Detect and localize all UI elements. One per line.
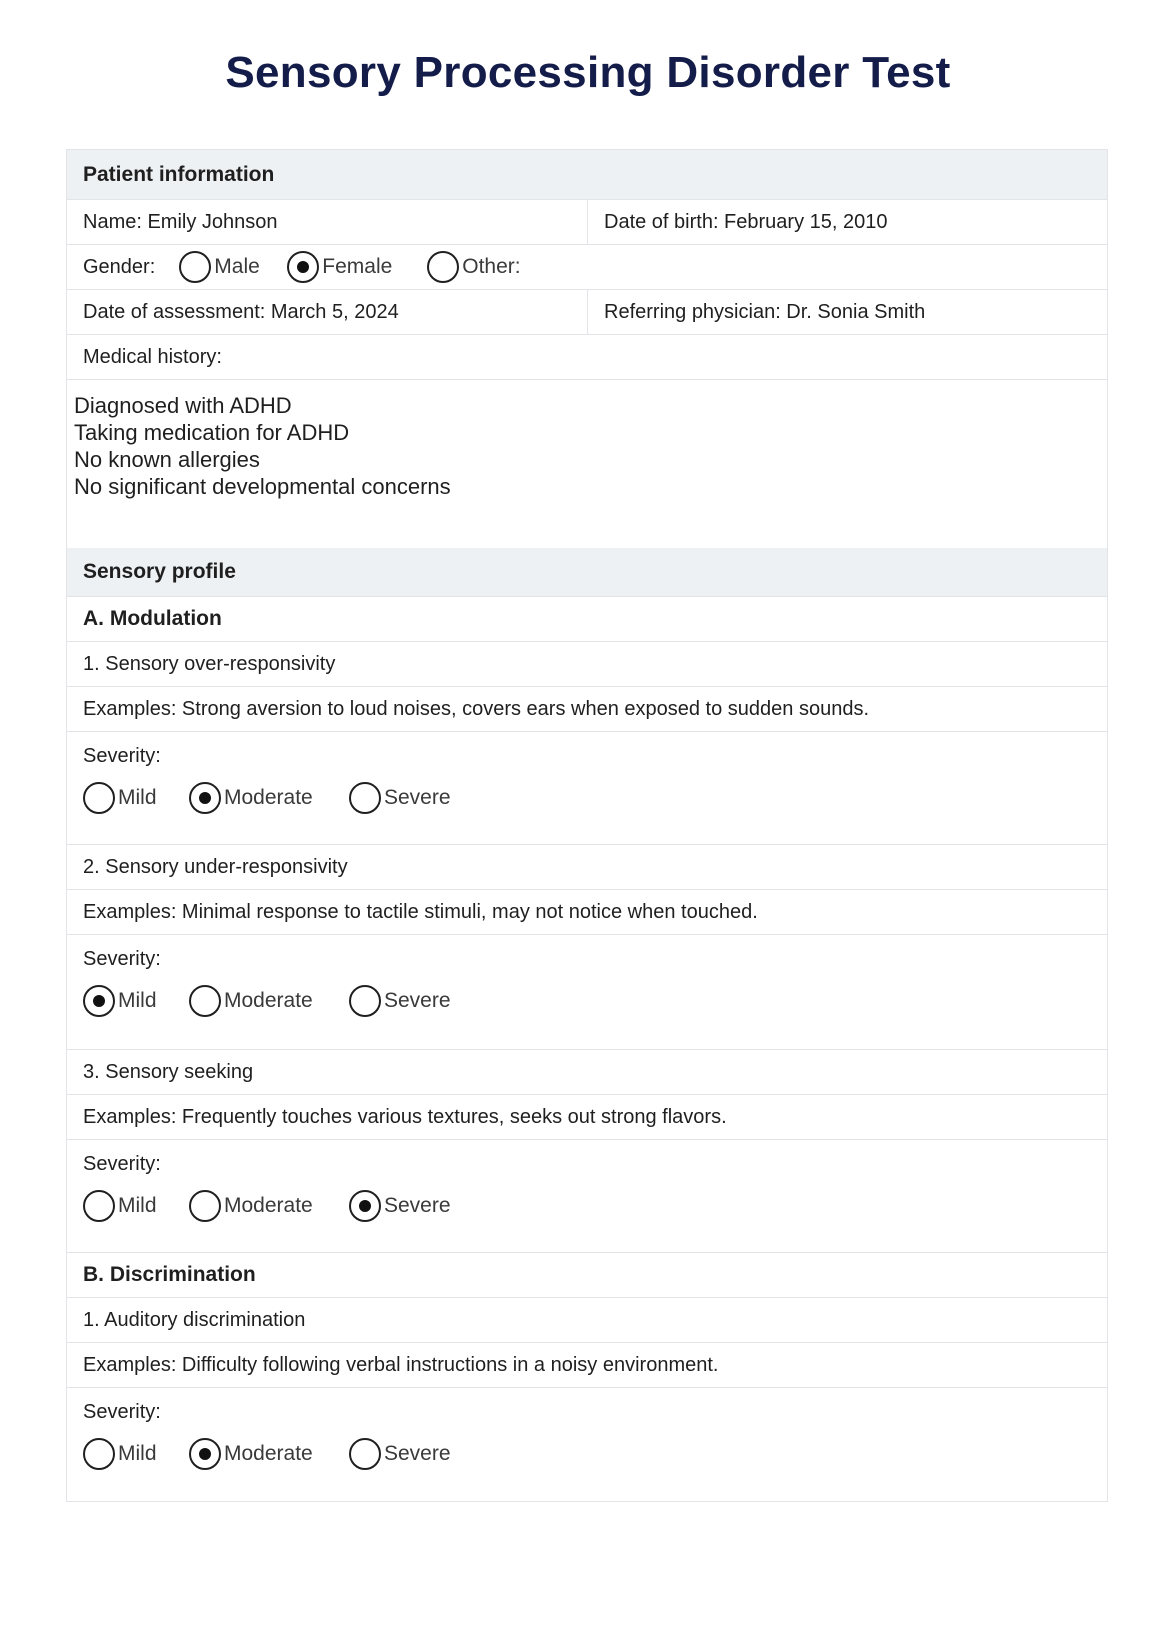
item-examples-row bbox=[67, 687, 1107, 732]
item-title-row bbox=[67, 845, 1107, 890]
severity-option-severe[interactable] bbox=[349, 1190, 451, 1222]
medical-history-line: Taking medication for ADHD bbox=[74, 420, 350, 445]
severity-option-label: Moderate bbox=[224, 1194, 313, 1217]
patient-info-header bbox=[67, 150, 1107, 200]
severity-option-label: Severe bbox=[384, 989, 451, 1012]
radio-checked-icon[interactable] bbox=[287, 251, 319, 283]
radio-checked-icon[interactable] bbox=[349, 1190, 381, 1222]
severity-options bbox=[83, 1438, 1107, 1470]
radio-icon[interactable] bbox=[83, 782, 115, 814]
radio-icon[interactable] bbox=[83, 1190, 115, 1222]
item-examples-row bbox=[67, 1343, 1107, 1388]
item-title-row bbox=[67, 1298, 1107, 1343]
radio-checked-icon[interactable] bbox=[189, 1438, 221, 1470]
severity-option-label: Moderate bbox=[224, 786, 313, 809]
medical-history-line: Diagnosed with ADHD bbox=[74, 393, 292, 418]
assessment-form bbox=[66, 149, 1108, 1502]
severity-label: Severity: bbox=[83, 948, 161, 970]
severity-option-severe[interactable] bbox=[349, 1438, 451, 1470]
severity-option-label: Severe bbox=[384, 786, 451, 809]
severity-options bbox=[83, 1190, 1107, 1222]
gender-row bbox=[67, 245, 1107, 290]
date-of-birth-field[interactable]: Date of birth: February 15, 2010 bbox=[587, 200, 1107, 244]
assessment-physician-row bbox=[67, 290, 1107, 335]
item-title-row bbox=[67, 642, 1107, 687]
gender-option-female[interactable] bbox=[287, 251, 427, 283]
severity-option-label: Mild bbox=[118, 1194, 157, 1217]
item-examples-row bbox=[67, 1095, 1107, 1140]
item-title: 3. Sensory seeking bbox=[83, 1060, 254, 1083]
severity-row bbox=[67, 935, 1107, 1050]
gender-option-label: Male bbox=[214, 255, 260, 278]
radio-checked-icon[interactable] bbox=[83, 985, 115, 1017]
name-dob-row bbox=[67, 200, 1107, 245]
medical-history-label: Medical history: bbox=[83, 345, 222, 368]
severity-option-mild[interactable] bbox=[83, 782, 189, 814]
severity-option-mild[interactable] bbox=[83, 1190, 189, 1222]
discrimination-heading-row bbox=[67, 1253, 1107, 1298]
radio-icon[interactable] bbox=[427, 251, 459, 283]
severity-option-moderate[interactable] bbox=[189, 782, 349, 814]
sensory-profile-label: Sensory profile bbox=[83, 560, 236, 583]
severity-option-label: Mild bbox=[118, 989, 157, 1012]
gender-option-other[interactable] bbox=[427, 251, 520, 283]
radio-icon[interactable] bbox=[189, 985, 221, 1017]
assessment-date-field[interactable]: Date of assessment: March 5, 2024 bbox=[83, 300, 399, 323]
severity-option-mild[interactable] bbox=[83, 1438, 189, 1470]
referring-physician-field[interactable]: Referring physician: Dr. Sonia Smith bbox=[587, 290, 1107, 334]
discrimination-heading: B. Discrimination bbox=[83, 1263, 256, 1286]
severity-option-label: Mild bbox=[118, 1442, 157, 1465]
item-examples-row bbox=[67, 890, 1107, 935]
severity-label: Severity: bbox=[83, 1153, 161, 1175]
severity-options bbox=[83, 782, 1107, 814]
item-examples[interactable]: Examples: Minimal response to tactile stimuli, may not notice when touched. bbox=[83, 900, 758, 923]
gender-option-label: Female bbox=[322, 255, 393, 278]
patient-info-label: Patient information bbox=[83, 162, 275, 186]
gender-group bbox=[67, 245, 521, 289]
severity-option-moderate[interactable] bbox=[189, 985, 349, 1017]
severity-option-label: Mild bbox=[118, 786, 157, 809]
document-title: Sensory Processing Disorder Test bbox=[225, 48, 951, 97]
item-title: 1. Auditory discrimination bbox=[83, 1308, 306, 1331]
severity-row bbox=[67, 1140, 1107, 1253]
item-title: 2. Sensory under-responsivity bbox=[83, 855, 348, 878]
severity-option-label: Severe bbox=[384, 1194, 451, 1217]
severity-row bbox=[67, 1388, 1107, 1501]
radio-icon[interactable] bbox=[83, 1438, 115, 1470]
medical-history-text[interactable] bbox=[67, 380, 1107, 548]
severity-option-label: Severe bbox=[384, 1442, 451, 1465]
radio-checked-icon[interactable] bbox=[189, 782, 221, 814]
patient-name-field[interactable]: Name: Emily Johnson bbox=[83, 210, 278, 233]
item-title-row bbox=[67, 1050, 1107, 1095]
severity-option-severe[interactable] bbox=[349, 782, 451, 814]
radio-icon[interactable] bbox=[189, 1190, 221, 1222]
severity-options bbox=[83, 985, 1107, 1017]
item-examples[interactable]: Examples: Frequently touches various textures, seeks out strong flavors. bbox=[83, 1105, 727, 1128]
gender-option-male[interactable] bbox=[179, 251, 287, 283]
severity-option-label: Moderate bbox=[224, 989, 313, 1012]
item-examples[interactable]: Examples: Strong aversion to loud noises, covers ears when exposed to sudden sounds. bbox=[83, 697, 870, 720]
radio-icon[interactable] bbox=[179, 251, 211, 283]
severity-option-label: Moderate bbox=[224, 1442, 313, 1465]
medical-history-line: No significant developmental concerns bbox=[74, 474, 451, 499]
radio-icon[interactable] bbox=[349, 985, 381, 1017]
sensory-profile-header bbox=[67, 548, 1107, 597]
item-title: 1. Sensory over-responsivity bbox=[83, 652, 336, 675]
severity-option-mild[interactable] bbox=[83, 985, 189, 1017]
radio-icon[interactable] bbox=[349, 782, 381, 814]
item-examples[interactable]: Examples: Difficulty following verbal instructions in a noisy environment. bbox=[83, 1353, 719, 1376]
severity-row bbox=[67, 732, 1107, 845]
gender-label: Gender: bbox=[83, 255, 156, 278]
severity-label: Severity: bbox=[83, 745, 161, 767]
radio-icon[interactable] bbox=[349, 1438, 381, 1470]
modulation-heading-row bbox=[67, 597, 1107, 642]
medical-history-row bbox=[67, 335, 1107, 380]
modulation-heading: A. Modulation bbox=[83, 607, 222, 630]
severity-option-severe[interactable] bbox=[349, 985, 451, 1017]
gender-option-label: Other: bbox=[462, 255, 521, 278]
severity-option-moderate[interactable] bbox=[189, 1438, 349, 1470]
severity-label: Severity: bbox=[83, 1401, 161, 1423]
medical-history-line: No known allergies bbox=[74, 447, 260, 472]
severity-option-moderate[interactable] bbox=[189, 1190, 349, 1222]
